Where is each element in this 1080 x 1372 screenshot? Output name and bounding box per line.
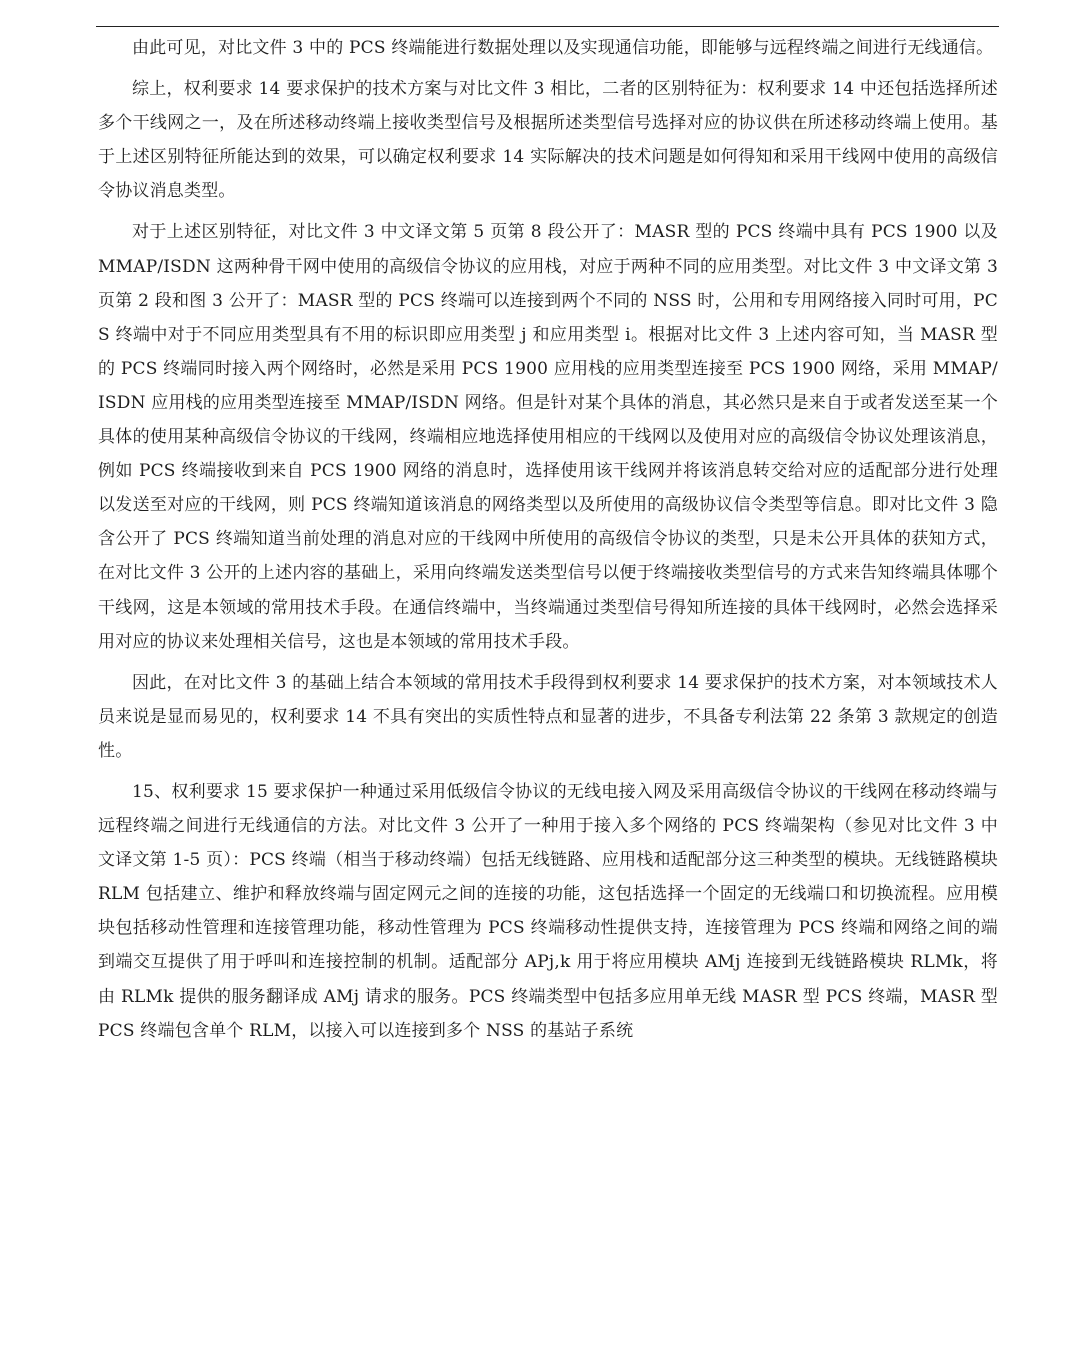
- document-body: [98, 31, 998, 1048]
- header-rule: [96, 26, 999, 27]
- paragraph-distinguishing-features: 对于上述区别特征，对比文件 3 中文译文第 5 页第 8 段公开了：MASR 型的 PCS 终端中具有 PCS 1900 以及 MMAP/ISDN 这两种骨干网中使用的高级信令协议的应用栈，对应于两种不同的应用类型。对比文件 3 中文译文第 3 页第 2 段和图 3 公开了：MASR 型的 PCS 终端可以连接到两个不同的 NSS 时，公用和专用网络接入同时可用，PCS 终端中对于不同应用类型具有不用的标识即应用类型 j 和应用类型 i。根据对比文件 3 上述内容可知，当 MASR 型的 PCS 终端同时接入两个网络时，必然是采用 PCS 1900 应用栈的应用类型连接至 PCS 1900 网络，采用 MMAP/ISDN 应用栈的应用类型连接至 MMAP/ISDN 网络。但是针对某个具体的消息，其必然只是来自于或者发送至某一个具体的使用某种高级信令协议的干线网，终端相应地选择使用相应的干线网以及使用对应的高级信令协议处理该消息，例如 PCS 终端接收到来自 PCS 1900 网络的消息时，选择使用该干线网并将该消息转交给对应的适配部分进行处理以发送至对应的干线网，则 PCS 终端知道该消息的网络类型以及所使用的高级协议信令类型等信息。即对比文件 3 隐含公开了 PCS 终端知道当前处理的消息对应的干线网中所使用的高级信令协议的类型，只是未公开具体的获知方式，在对比文件 3 公开的上述内容的基础上，采用向终端发送类型信号以便于终端接收类型信号的方式来告知终端具体哪个干线网，这是本领域的常用技术手段。在通信终端中，当终端通过类型信号得知所连接的具体干线网时，必然会选择采用对应的协议来处理相关信号，这也是本领域的常用技术手段。: [98, 222, 998, 652]
- paragraph-claim-15: 15、权利要求 15 要求保护一种通过采用低级信令协议的无线电接入网及采用高级信令协议的干线网在移动终端与远程终端之间进行无线通信的方法。对比文件 3 公开了一种用于接入多个网络的 PCS 终端架构（参见对比文件 3 中文译文第 1-5 页）：PCS 终端（相当于移动终端）包括无线链路、应用栈和适配部分这三种类型的模块。无线链路模块 RLM 包括建立、维护和释放终端与固定网元之间的连接的功能，这包括选择一个固定的无线端口和切换流程。应用模块包括移动性管理和连接管理功能，移动性管理为 PCS 终端移动性提供支持，连接管理为 PCS 终端和网络之间的端到端交互提供了用于呼叫和连接控制的机制。适配部分 APj,k 用于将应用模块 AMj 连接到无线链路模块 RLMk，将由 RLMk 提供的服务翻译成 AMj 请求的服务。PCS 终端类型中包括多应用单无线 MASR 型 PCS 终端，MASR 型 PCS 终端包含单个 RLM，以接入可以连接到多个 NSS 的基站子系统: [98, 781, 998, 1041]
- paragraph-summary-claim-14: 综上，权利要求 14 要求保护的技术方案与对比文件 3 相比，二者的区别特征为：权利要求 14 中还包括选择所述多个干线网之一，及在所述移动终端上接收类型信号及根据所述类型信号选择对应的协议供在所述移动终端上使用。基于上述区别特征所能达到的效果，可以确定权利要求 14 实际解决的技术问题是如何得知和采用干线网中使用的高级信令协议消息类型。: [98, 79, 998, 202]
- paragraph-inventiveness-conclusion: 因此，在对比文件 3 的基础上结合本领域的常用技术手段得到权利要求 14 要求保护的技术方案，对本领域技术人员来说是显而易见的，权利要求 14 不具有突出的实质性特点和显著的进步，不具备专利法第 22 条第 3 款规定的创造性。: [98, 672, 998, 761]
- paragraph-conclusion-wireless: 由此可见，对比文件 3 中的 PCS 终端能进行数据处理以及实现通信功能，即能够与远程终端之间进行无线通信。: [132, 38, 994, 58]
